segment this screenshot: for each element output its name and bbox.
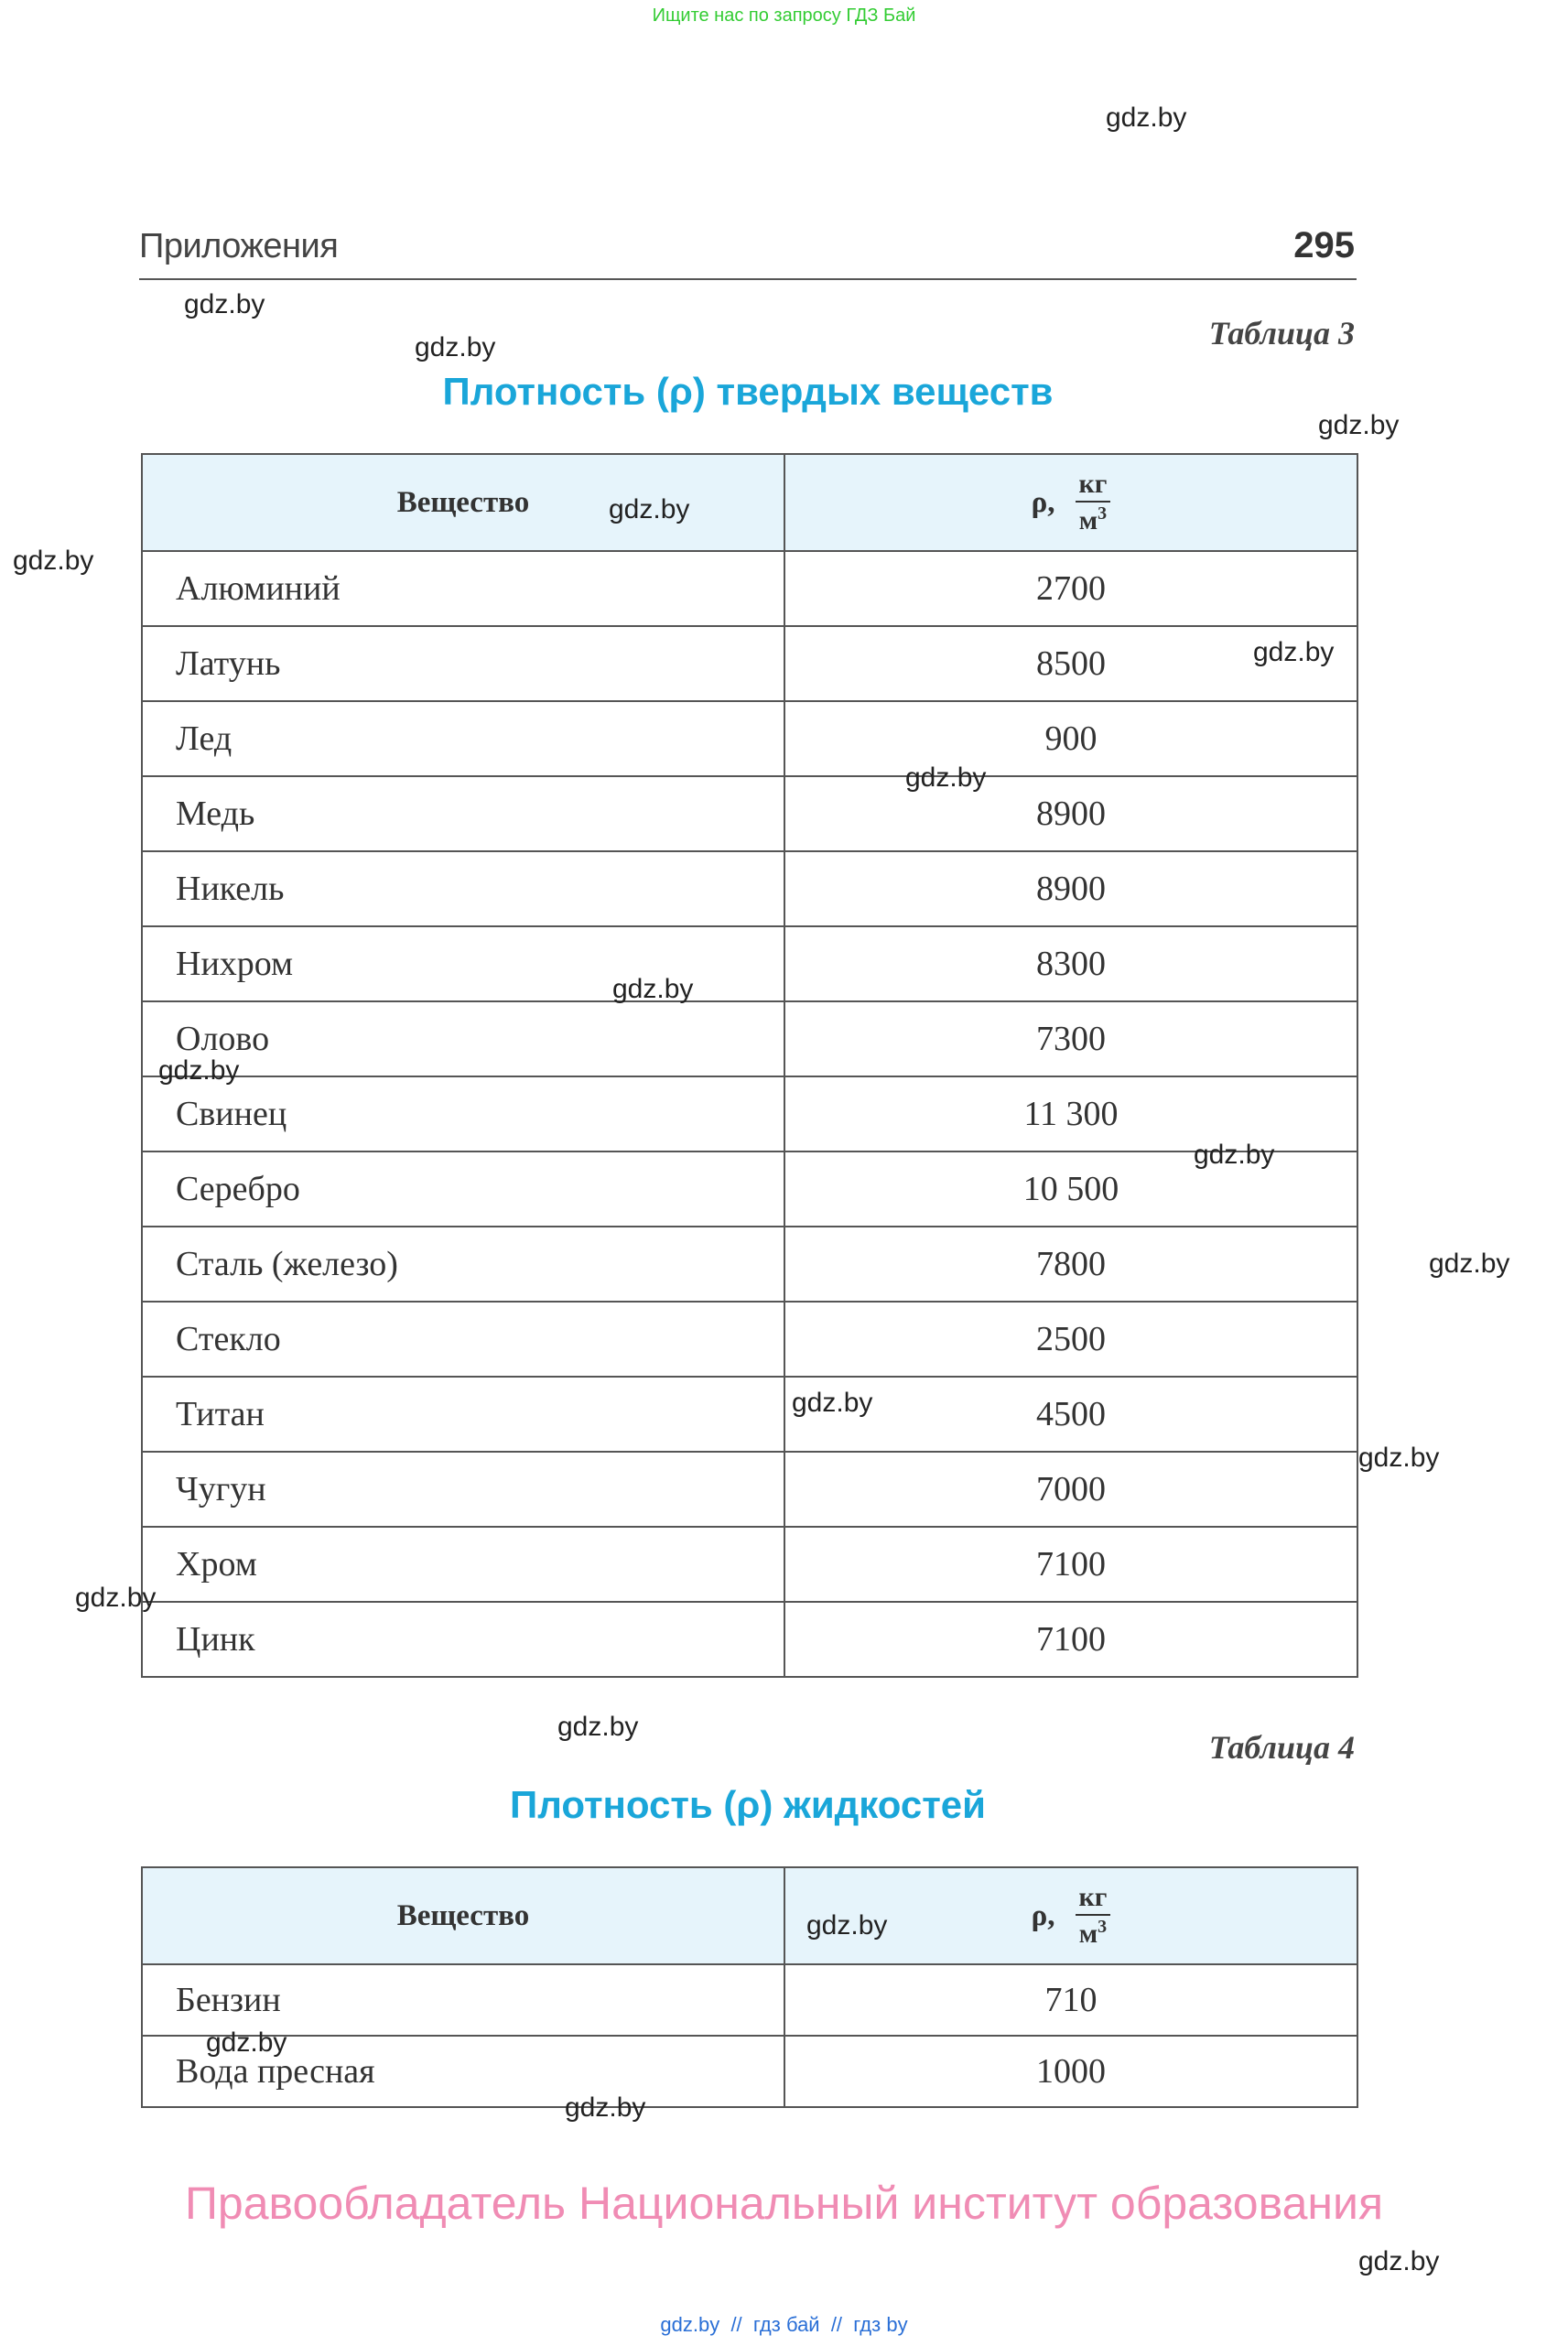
density-symbol: ρ,	[1031, 485, 1055, 519]
watermark: gdz.by	[1358, 2246, 1440, 2276]
watermark: gdz.by	[415, 332, 496, 362]
table-row	[142, 1302, 1357, 1377]
watermark: gdz.by	[206, 2027, 287, 2058]
substance-name: Вода пресная	[142, 2036, 784, 2107]
table4-caption: Таблица 4	[1208, 1729, 1355, 1766]
watermark: gdz.by	[1194, 1140, 1275, 1170]
table-row	[142, 2036, 1357, 2107]
watermark: gdz.by	[1429, 1249, 1510, 1279]
watermark: gdz.by	[13, 546, 94, 576]
unit-fraction	[1076, 1881, 1111, 1951]
density-symbol: ρ,	[1031, 1898, 1055, 1932]
substance-name: Нихром	[142, 926, 784, 1001]
substance-name: Алюминий	[142, 551, 784, 626]
table4-header-row	[142, 1867, 1357, 1964]
substance-name: Сталь (железо)	[142, 1227, 784, 1302]
watermark: gdz.by	[905, 762, 987, 793]
substance-name: Стекло	[142, 1302, 784, 1377]
density-value: 710	[784, 1964, 1357, 2036]
density-value: 8900	[784, 851, 1357, 926]
watermark: gdz.by	[184, 289, 265, 319]
substance-name: Свинец	[142, 1076, 784, 1151]
table-row	[142, 1151, 1357, 1227]
section-title: Приложения	[139, 227, 339, 265]
density-value: 4500	[784, 1377, 1357, 1452]
watermark: gdz.by	[557, 1712, 639, 1742]
watermark: gdz.by	[612, 974, 694, 1004]
watermark: gdz.by	[609, 494, 690, 524]
density-value: 7100	[784, 1602, 1357, 1677]
substance-name: Латунь	[142, 626, 784, 701]
unit-numerator: кг	[1076, 1881, 1111, 1916]
watermark: gdz.by	[1318, 410, 1400, 440]
substance-name: Чугун	[142, 1452, 784, 1527]
density-value: 2500	[784, 1302, 1357, 1377]
table-row	[142, 1227, 1357, 1302]
watermark: gdz.by	[158, 1055, 240, 1086]
header-divider	[139, 278, 1357, 280]
density-value: 1000	[784, 2036, 1357, 2107]
table-row	[142, 1452, 1357, 1527]
watermark: gdz.by	[75, 1583, 157, 1613]
table-row	[142, 851, 1357, 926]
watermark: gdz.by	[1358, 1443, 1440, 1473]
table-row	[142, 1602, 1357, 1677]
table-row	[142, 926, 1357, 1001]
density-value: 2700	[784, 551, 1357, 626]
table-row	[142, 1527, 1357, 1602]
watermark: gdz.by	[792, 1388, 873, 1418]
footer-links[interactable]: gdz.by // гдз бай // гдз by	[660, 2313, 908, 2336]
watermark: gdz.by	[565, 2092, 646, 2123]
density-value: 11 300	[784, 1076, 1357, 1151]
table-row	[142, 551, 1357, 626]
table-row	[142, 1001, 1357, 1076]
density-value: 8500	[784, 626, 1357, 701]
table3-col-density	[784, 454, 1357, 551]
table-row	[142, 1377, 1357, 1452]
table3-title: Плотность (ρ) твердых веществ	[442, 370, 1054, 413]
table-row	[142, 1076, 1357, 1151]
substance-name: Титан	[142, 1377, 784, 1452]
substance-name: Медь	[142, 776, 784, 851]
table-row	[142, 776, 1357, 851]
table4	[141, 1866, 1358, 2108]
watermark: gdz.by	[1106, 103, 1187, 133]
table3	[141, 453, 1358, 1678]
substance-name: Никель	[142, 851, 784, 926]
table-row	[142, 1964, 1357, 2036]
density-value: 7100	[784, 1527, 1357, 1602]
unit-numerator: кг	[1076, 468, 1111, 503]
page-number: 295	[1293, 225, 1355, 265]
substance-name: Хром	[142, 1527, 784, 1602]
unit-fraction	[1076, 468, 1111, 537]
substance-name: Серебро	[142, 1151, 784, 1227]
density-value: 10 500	[784, 1151, 1357, 1227]
density-value: 8900	[784, 776, 1357, 851]
table3-caption: Таблица 3	[1208, 315, 1355, 351]
density-value: 7800	[784, 1227, 1357, 1302]
table4-title: Плотность (ρ) жидкостей	[510, 1783, 986, 1826]
table3-header-row	[142, 454, 1357, 551]
substance-name: Лед	[142, 701, 784, 776]
substance-name: Олово	[142, 1001, 784, 1076]
unit-denominator: $м^3$	[1078, 1917, 1108, 1949]
substance-name: Цинк	[142, 1602, 784, 1677]
copyright-notice: Правообладатель Национальный институт образования	[184, 2178, 1384, 2229]
table4-col-substance: Вещество	[142, 1867, 784, 1964]
watermark: gdz.by	[1253, 637, 1335, 667]
watermark: gdz.by	[806, 1910, 888, 1941]
table3-col-substance: Вещество	[142, 454, 784, 551]
density-value: 7000	[784, 1452, 1357, 1527]
density-value: 900	[784, 701, 1357, 776]
density-value: 7300	[784, 1001, 1357, 1076]
substance-name: Бензин	[142, 1964, 784, 2036]
top-banner[interactable]: Ищите нас по запросу ГДЗ Бай	[652, 5, 916, 26]
table-row	[142, 626, 1357, 701]
unit-denominator: $м^3$	[1078, 503, 1108, 535]
table-row	[142, 701, 1357, 776]
density-value: 8300	[784, 926, 1357, 1001]
